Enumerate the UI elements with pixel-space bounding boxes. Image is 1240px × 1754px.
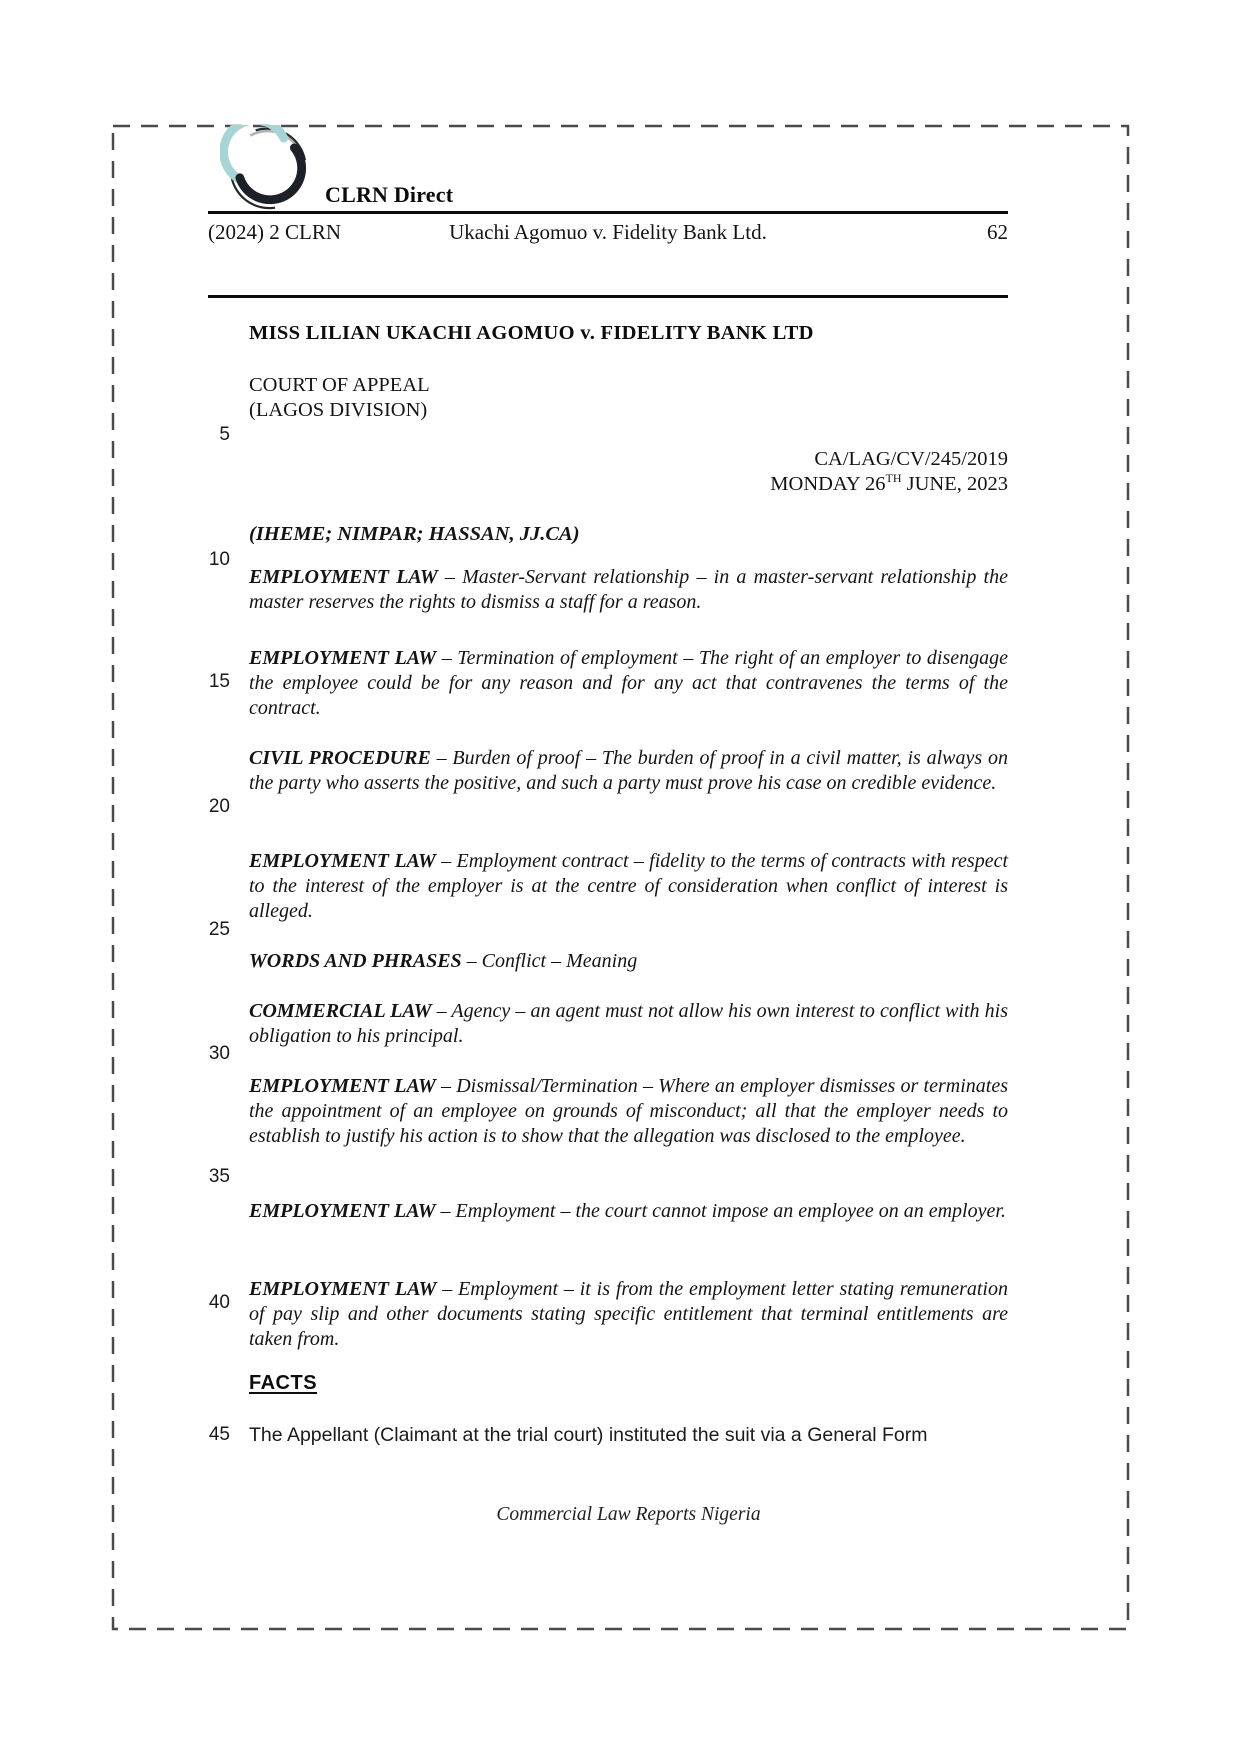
catchword-text: – Employment contract – fidelity to the terms of contracts with respect to the interest of the employer is at the centre of consideration when conflict of interest is alleged. (249, 850, 1009, 922)
catchword-text: – Master-Servant relationship – in a master-servant relationship the master reserves the rights to dismiss a staff for a reason. (249, 566, 1008, 613)
catchword-paragraph (249, 949, 1008, 974)
catchword-topic: EMPLOYMENT LAW (249, 1075, 436, 1097)
judges-line: (IHEME; NIMPAR; HASSAN, JJ.CA) (249, 523, 580, 545)
running-title: Ukachi Agomuo v. Fidelity Bank Ltd. (449, 220, 767, 244)
court-division: (LAGOS DIVISION) (249, 399, 428, 421)
line-number-20: 20 (208, 796, 230, 817)
case-title: MISS LILIAN UKACHI AGOMUO v. FIDELITY BANK LTD (249, 322, 814, 344)
header-rule-bottom (208, 295, 1008, 298)
catchword-paragraph (249, 999, 1008, 1049)
facts-paragraph: The Appellant (Claimant at the trial court) instituted the suit via a General Form (249, 1424, 928, 1446)
line-number-10: 10 (208, 549, 230, 570)
catchword-topic: EMPLOYMENT LAW (249, 647, 437, 669)
citation: (2024) 2 CLRN (208, 220, 341, 244)
hearing-date-rest: JUNE, 2023 (901, 473, 1008, 495)
catchword-text: – Conflict – Meaning (461, 950, 638, 972)
catchword-paragraph (249, 1199, 1008, 1224)
hearing-date-main: MONDAY 26 (770, 473, 886, 495)
catchword-topic: EMPLOYMENT LAW (249, 566, 438, 588)
catchword-topic: WORDS AND PHRASES (249, 950, 462, 972)
catchword-paragraph (249, 849, 1008, 924)
catchword-paragraph (249, 565, 1008, 615)
catchword-text: – Dismissal/Termination – Where an employer dismisses or terminates the appointment of an employee on grounds of misconduct; all that the employer needs to establish to justify his action is to show that the allegation was disclosed to the employee. (249, 1075, 1008, 1147)
catchword-text: – Employment – it is from the employment letter stating remuneration of pay slip and other documents stating specific entitlement that terminal entitlements are taken from. (249, 1278, 1008, 1350)
catchword-topic: EMPLOYMENT LAW (249, 1278, 437, 1300)
clrn-logo-icon (220, 125, 316, 213)
line-number-35: 35 (208, 1166, 230, 1187)
catchword-topic: CIVIL PROCEDURE (249, 747, 431, 769)
line-number-5: 5 (219, 424, 230, 445)
catchword-topic: EMPLOYMENT LAW (249, 1200, 436, 1222)
line-number-40: 40 (208, 1292, 230, 1313)
catchword-topic: EMPLOYMENT LAW (249, 850, 436, 872)
catchword-paragraph (249, 746, 1008, 796)
catchword-paragraph (249, 1074, 1008, 1149)
hearing-date (208, 473, 1008, 496)
facts-heading: FACTS (249, 1372, 318, 1394)
line-number-15: 15 (208, 671, 230, 692)
catchword-text: – Agency – an agent must not allow his own interest to conflict with his obligation to his principal. (249, 1000, 1008, 1047)
hearing-date-ordinal: TH (885, 471, 902, 486)
page-number: 62 (987, 220, 1008, 244)
header-rule-top (208, 211, 1008, 214)
suit-number: CA/LAG/CV/245/2019 (814, 448, 1008, 470)
catchword-text: – Employment – the court cannot impose an employee on an employer. (435, 1200, 1006, 1222)
footer-imprint: Commercial Law Reports Nigeria (496, 1504, 761, 1525)
court-name: COURT OF APPEAL (249, 374, 430, 396)
catchword-topic: COMMERCIAL LAW (249, 1000, 432, 1022)
line-number-25: 25 (208, 919, 230, 940)
catchword-text: – Burden of proof – The burden of proof in a civil matter, is always on the party who asserts the positive, and such a party must prove his case on credible evidence. (249, 747, 1008, 794)
catchword-paragraph (249, 1277, 1008, 1352)
line-number-45: 45 (208, 1424, 230, 1445)
catchword-text: – Termination of employment – The right of an employer to disengage the employee could be for any reason and for any act that contravenes the terms of the contract. (249, 647, 1008, 719)
brand-title: CLRN Direct (325, 182, 454, 207)
line-number-30: 30 (208, 1043, 230, 1064)
catchword-paragraph (249, 646, 1008, 721)
